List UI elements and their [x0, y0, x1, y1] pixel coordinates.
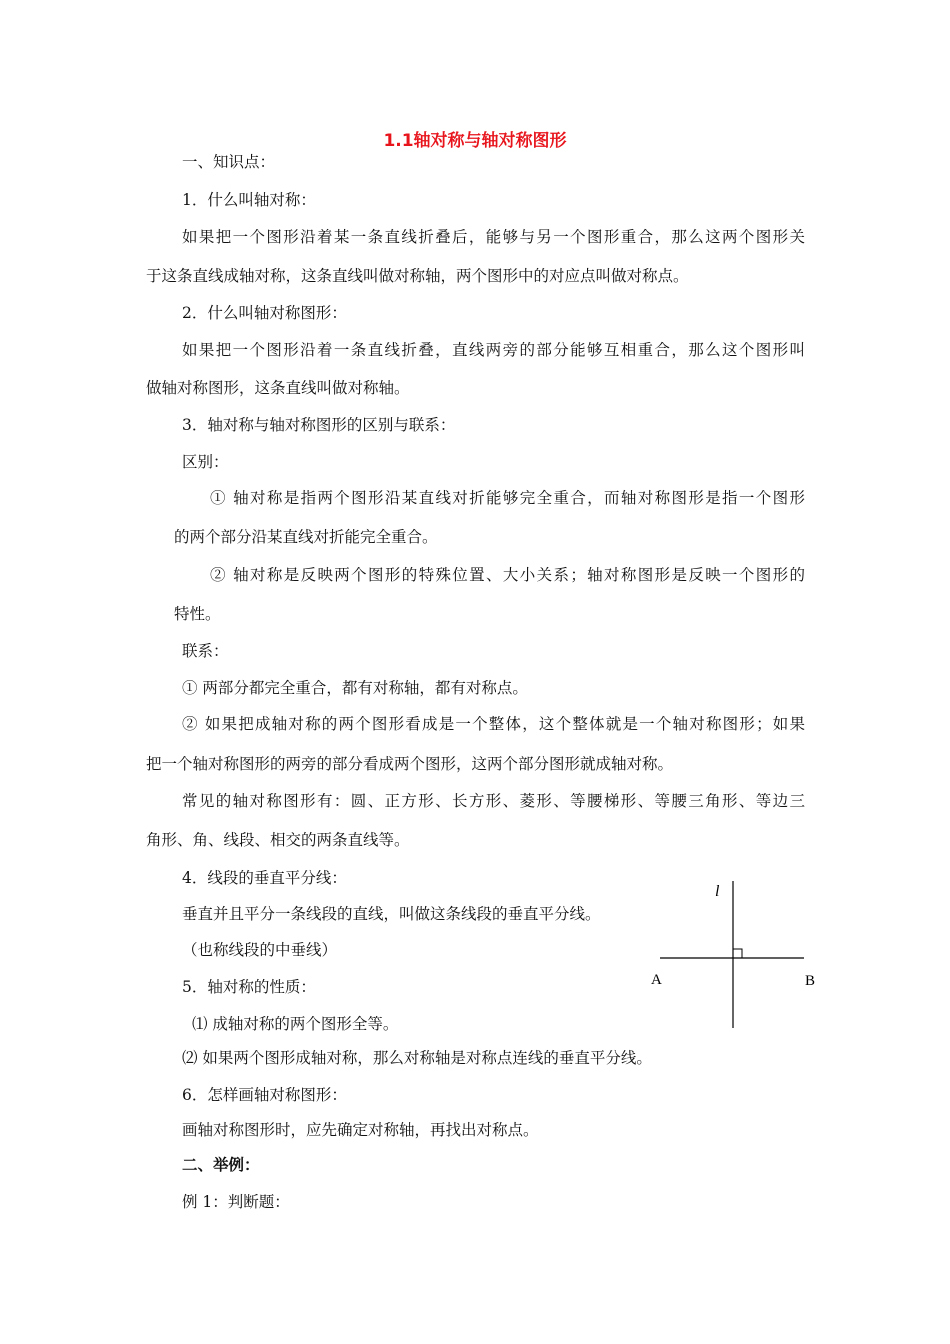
example-1-label: 例 1：判断题： — [182, 1193, 290, 1211]
difference-2-line-2: 特性。 — [174, 605, 221, 623]
paragraph-2-line-1: 如果把一个图形沿着一条直线折叠，直线两旁的部分能够互相重合，那么这个图形叫 — [182, 341, 805, 359]
common-shapes-line-1: 常见的轴对称图形有：圆、正方形、长方形、菱形、等腰梯形、等腰三角形、等边三 — [182, 792, 805, 810]
paragraph-6: 画轴对称图形时，应先确定对称轴，再找出对称点。 — [182, 1121, 539, 1139]
label-b: B — [805, 973, 816, 989]
question-1: 1．什么叫轴对称： — [182, 191, 316, 209]
relation-2-line-1: ② 如果把成轴对称的两个图形看成是一个整体，这个整体就是一个轴对称图形；如果 — [182, 715, 805, 733]
section-heading-examples: 二、举例： — [182, 1155, 260, 1174]
question-5: 5．轴对称的性质： — [182, 978, 316, 996]
perpendicular-bisector-figure — [640, 878, 830, 1033]
label-a: A — [651, 972, 662, 988]
question-4: 4．线段的垂直平分线： — [182, 869, 347, 887]
property-1: ⑴ 成轴对称的两个图形全等。 — [192, 1015, 399, 1033]
property-2: ⑵ 如果两个图形成轴对称，那么对称轴是对称点连线的垂直平分线。 — [182, 1049, 652, 1067]
right-angle-mark — [733, 949, 742, 958]
section-heading-knowledge: 一、知识点： — [182, 153, 276, 171]
difference-1-line-1: ① 轴对称是指两个图形沿某直线对折能够完全重合，而轴对称图形是指一个图形 — [210, 489, 805, 507]
common-shapes-line-2: 角形、角、线段、相交的两条直线等。 — [146, 831, 410, 849]
difference-label: 区别： — [182, 453, 229, 471]
relation-label: 联系： — [182, 642, 229, 660]
paragraph-1-line-1: 如果把一个图形沿着某一条直线折叠后，能够与另一个图形重合，那么这两个图形关 — [182, 228, 805, 246]
paragraph-2-line-2: 做轴对称图形，这条直线叫做对称轴。 — [146, 379, 410, 397]
label-l: l — [715, 883, 720, 900]
relation-1: ① 两部分都完全重合，都有对称轴，都有对称点。 — [182, 679, 528, 697]
question-3: 3．轴对称与轴对称图形的区别与联系： — [182, 416, 456, 434]
page-title: 1.1轴对称与轴对称图形 — [383, 131, 567, 151]
question-2: 2．什么叫轴对称图形： — [182, 304, 347, 322]
relation-2-line-2: 把一个轴对称图形的两旁的部分看成两个图形，这两个部分图形就成轴对称。 — [146, 755, 674, 773]
difference-2-line-1: ② 轴对称是反映两个图形的特殊位置、大小关系；轴对称图形是反映一个图形的 — [210, 566, 805, 584]
paragraph-4: 垂直并且平分一条线段的直线，叫做这条线段的垂直平分线。 — [182, 905, 601, 923]
paragraph-4-note: （也称线段的中垂线） — [182, 941, 338, 959]
difference-1-line-2: 的两个部分沿某直线对折能完全重合。 — [174, 528, 438, 546]
question-6: 6．怎样画轴对称图形： — [182, 1086, 347, 1104]
paragraph-1-line-2: 于这条直线成轴对称，这条直线叫做对称轴，两个图形中的对应点叫做对称点。 — [146, 267, 689, 285]
